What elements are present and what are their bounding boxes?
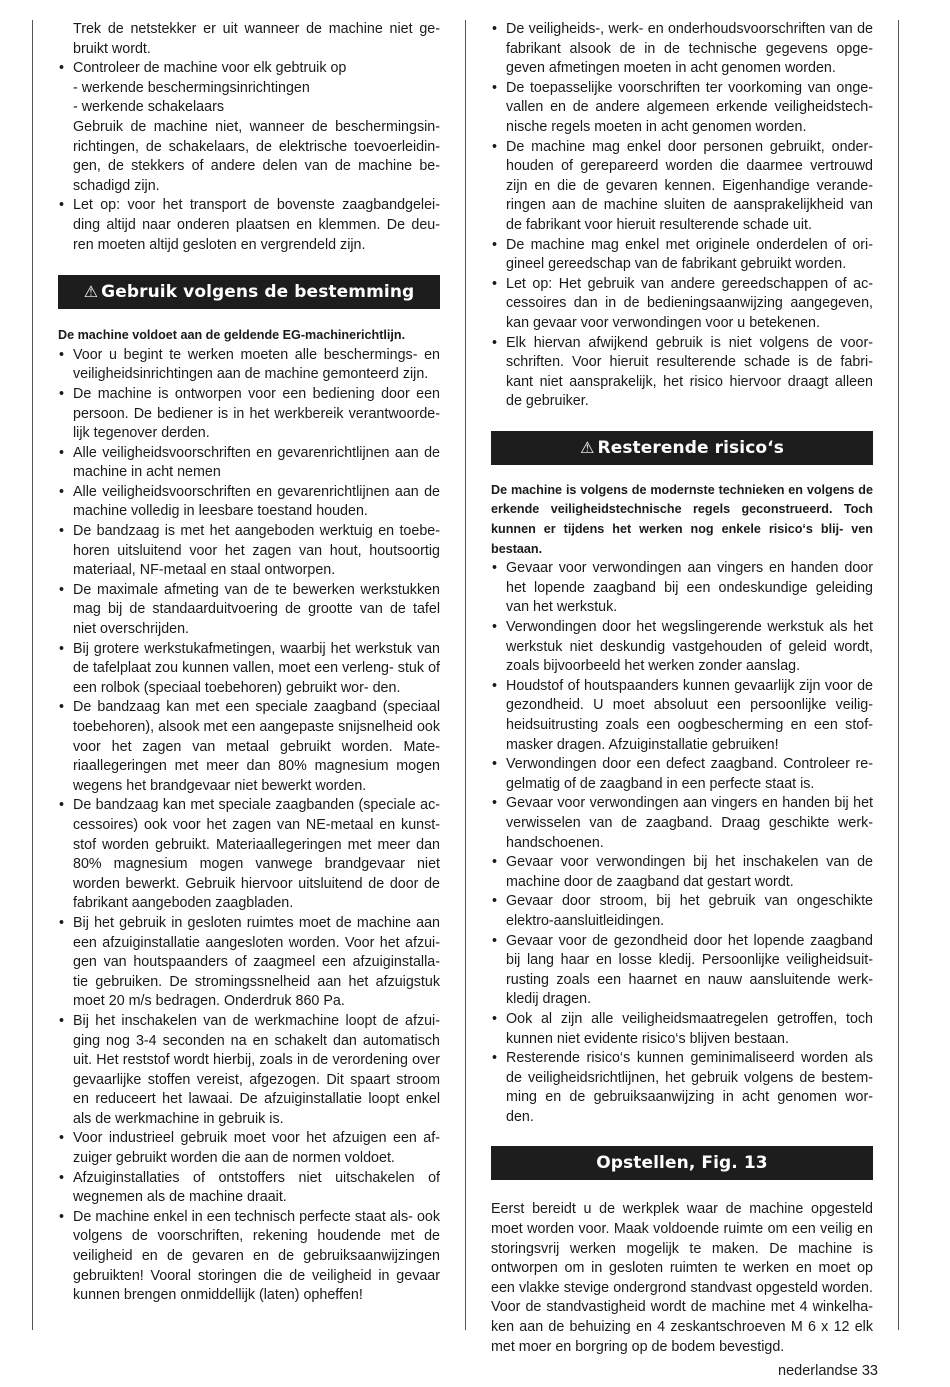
list-item: • De machine mag enkel door personen gebruikt, onder- houden of gerepareerd worden die daarmee vertrouwd zijn en die de gevaren kennen. Eigenhandige verande- ringen aan de machine sluiten de aansprakelijkheid van de fabrikant voor hieruit resulterende schade uit. [491, 138, 873, 236]
list-item: • Resterende risico‘s kunnen geminimaliseerd worden als de veiligheidsrichtlijnen, het gebruik volgens de bestem- ming en de gebruiksaanwijzing in acht genomen wor- den. [491, 1049, 873, 1127]
section-header-setup [491, 1146, 873, 1180]
list-item: • Alle veiligheidsvoorschriften en gevarenrichtlijnen aan de machine volledig in leesbare toestand houden. [58, 483, 440, 522]
list-item: • Bij het inschakelen van de werkmachine loopt de afzui- ging nog 3-4 seconden na en schakelt dan automatisch uit. Het reststof wordt hierbij, zoals in de verordening over gevaarlijke stoffen vereist, afgezogen. Dit spaart stroom en reduceert het lawaai. De afzuiginstallatie loopt enkel als de werkmachine in gebruik is. [58, 1012, 440, 1130]
rules-list [491, 20, 873, 412]
section-lead: De machine is volgens de modernste technieken en volgens de erkende veiligheidstechnische regels geconstrueerd. Toch kunnen er tijdens het werken nog enkele risico‘s blij- ven bestaan. [491, 482, 873, 556]
list-item: • Ook al zijn alle veiligheidsmaatregelen getroffen, toch kunnen niet evidente risico‘s blijven bestaan. [491, 1010, 873, 1049]
list-item: • De maximale afmeting van de te bewerken werkstukken mag bij de standaarduitvoering de grootte van de tafel niet overschrijden. [58, 581, 440, 640]
list-item: • De machine mag enkel met originele onderdelen of ori- gineel gereedschap van de fabrikant gebruikt worden. [491, 236, 873, 275]
section-header-intended-use [58, 275, 440, 309]
list-item: • Voor u begint te werken moeten alle beschermings- en veiligheidsinrichtingen aan de machine gemonteerd zijn. [58, 346, 440, 385]
list-item: • Bij het gebruik in gesloten ruimtes moet de machine aan een afzuiginstallatie aangesloten worden. Voor het afzui- gen van houtspaanders of zaagmeel een afzuiginstalla- tie gebruiken. De stromingssnelheid aan het afzuigstuk moet 20 m/s bedragen. Onderdruk 860 Pa. [58, 914, 440, 1012]
column-rule-middle [465, 20, 466, 1330]
list-item: • Verwondingen door het wegslingerende werkstuk als het werkstuk niet deskundig vastgehouden of geleid wordt, zoals bijvoorbeeld het werken zonder aanslag. [491, 618, 873, 677]
list-item: • De veiligheids-, werk- en onderhoudsvoorschriften van de fabrikant alsook de in de technische gegevens opge- geven afmetingen moeten in acht genomen worden. [491, 20, 873, 79]
column-rule-right [898, 20, 899, 1330]
list-item: • Let op: voor het transport de bovenste zaagbandgelei- ding altijd naar onderen plaatsen en klemmen. De deu- ren moeten altijd gesloten en vergrendeld zijn. [58, 196, 440, 255]
list-item: • Voor industrieel gebruik moet voor het afzuigen een af- zuiger gebruikt worden die aan de normen voldoet. [58, 1129, 440, 1168]
intended-use-list [58, 346, 440, 1306]
list-item: • Bij grotere werkstukafmetingen, waarbij het werkstuk van de tafelplaat zou kunnen vallen, moet een verleng- stuk of een rolbok (speciaal toebehoren) gebruikt wor- den. [58, 640, 440, 699]
list-item [58, 59, 440, 196]
warning-triangle-icon: ⚠ [83, 282, 99, 302]
list-item: • De bandzaag kan met speciale zaagbanden (speciale ac- cessoires) ook voor het zagen van NE-metaal en kunst- stof worden gebruikt. Materiaallegeringen met meer dan 80% magnesium mogen vanwege brandgevaar niet worden bewerkt. Gebruik hiervoor uitsluitend de door de fabrikant aangeboden zaagbladen. [58, 796, 440, 914]
check-item-title: • Controleer de machine voor elk gebtruik op [73, 60, 347, 77]
section-title: Opstellen, Fig. 13 [596, 1153, 768, 1174]
section-header-residual-risks [491, 431, 873, 465]
list-item: • Gevaar voor verwondingen bij het inschakelen van de machine door de zaagband dat gestart wordt. [491, 853, 873, 892]
check-item-sub: - werkende schakelaars [73, 99, 224, 116]
list-item: • Elk hiervan afwijkend gebruik is niet volgens de voor- schriften. Voor hieruit resulterende schade is de fabri- kant niet aansprakelijk, het risico hiervoor draagt alleen de gebruiker. [491, 334, 873, 412]
section-title: Resterende risico‘s [597, 437, 784, 458]
list-item: • Verwondingen door een defect zaagband. Controleer re- gelmatig of de zaagband in een perfecte staat is. [491, 755, 873, 794]
warning-triangle-icon: ⚠ [580, 437, 595, 457]
section-title: Gebruik volgens de bestemming [101, 282, 415, 303]
list-item: • Gevaar voor verwondingen aan vingers en handen door het lopende zaagband bij een ondeskundige geleiding van het werkstuk. [491, 559, 873, 618]
section-lead: De machine voldoet aan de geldende EG-machinerichtlijn. [58, 328, 406, 343]
list-item: • Gevaar door stroom, bij het gebruik van ongeschikte elektro-aansluitleidingen. [491, 892, 873, 931]
list-item: • Gevaar voor de gezondheid door het lopende zaagband bij lang haar en losse kledij. Persoonlijke veiligheidsuit- rusting zoals een haarnet en nauw aansluitende werk- kledij dragen. [491, 932, 873, 1010]
list-item: • De bandzaag is met het aangeboden werktuig en toebe- horen uitsluitend voor het zagen van hout, houtsoortig materiaal, NF-metaal en staal ontworpen. [58, 522, 440, 581]
left-column [58, 20, 440, 1306]
intro-list [58, 59, 440, 255]
page-number: nederlandse 33 [778, 1363, 878, 1379]
list-item: • De toepasselijke voorschriften ter voorkoming van onge- vallen en de andere algemeen erkende veiligheidstech- nische regels moeten in acht genomen worden. [491, 79, 873, 138]
list-item: • Gevaar voor verwondingen aan vingers en handen bij het verwisselen van de zaagband. Draag geschikte werk- handschoenen. [491, 794, 873, 853]
setup-paragraph: Eerst bereidt u de werkplek waar de machine opgesteld moet worden voor. Maak voldoende ruimte om een veilig en storingsvrij werken mogelijk te maken. De machine is ontworpen om in gesloten ruimten te werken en moet op een vlakke stevige ondergrond standvast opgesteld worden. Voor de standvastigheid wordt de machine met 4 winkelha- ken aan de behuizing en 4 zeskantschroeven M 6 x 12 elk met moer en borgring op de bodem bevestigd. [491, 1201, 873, 1355]
right-column [491, 20, 873, 1357]
list-item: • Let op: Het gebruik van andere gereedschappen of ac- cessoires dan in de bedieningsaanwijzing aangegeven, kan gevaar voor verwondingen voor u betekenen. [491, 275, 873, 334]
list-item: • De machine is ontworpen voor een bediening door een persoon. De bediener is in het werkbereik verantwoorde- lijk tegenover derden. [58, 385, 440, 444]
column-rule-left [32, 20, 33, 1330]
list-item: • De machine enkel in een technisch perfecte staat als- ook volgens de voorschriften, rekening houdende met de veiligheid en de gevaren en de gebruiksaanwijzingen gebruikten! Vooral storingen die de veiligheid in gevaar kunnen brengen onmiddellijk (laten) opheffen! [58, 1208, 440, 1306]
check-item-sub: - werkende beschermingsinrichtingen [73, 79, 310, 96]
list-item: • Afzuiginstallaties of ontstoffers niet uitschakelen of wegnemen als de machine draait. [58, 1169, 440, 1208]
list-item: • Houdstof of houtspaanders kunnen gevaarlijk zijn voor de gezondheid. U moet absoluut een persoonlijke veilig- heidsuitrusting zoals een oogbescherming en een stof- masker dragen. Afzuiginstallatie gebruiken! [491, 677, 873, 755]
list-item: • De bandzaag kan met een speciale zaagband (speciaal toebehoren), alsook met een aangepaste snijsnelheid ook voor het zagen van metaal gebruikt worden. Mate- riaallegeringen met meer dan 80% magnesium mogen wegens het brandgevaar niet bewerkt worden. [58, 698, 440, 796]
check-item-text: Gebruik de machine niet, wanneer de beschermingsin- richtingen, de schakelaars, de elektrische toevoerleidin- gen, de stekkers of andere delen van de machine be- schadigd zijn. [73, 118, 440, 194]
list-item: • Alle veiligheidsvoorschriften en gevarenrichtlijnen aan de machine in acht nemen [58, 444, 440, 483]
intro-paragraph: Trek de netstekker er uit wanneer de machine niet ge- bruikt wordt. [73, 21, 440, 57]
residual-risks-list [491, 559, 873, 1127]
